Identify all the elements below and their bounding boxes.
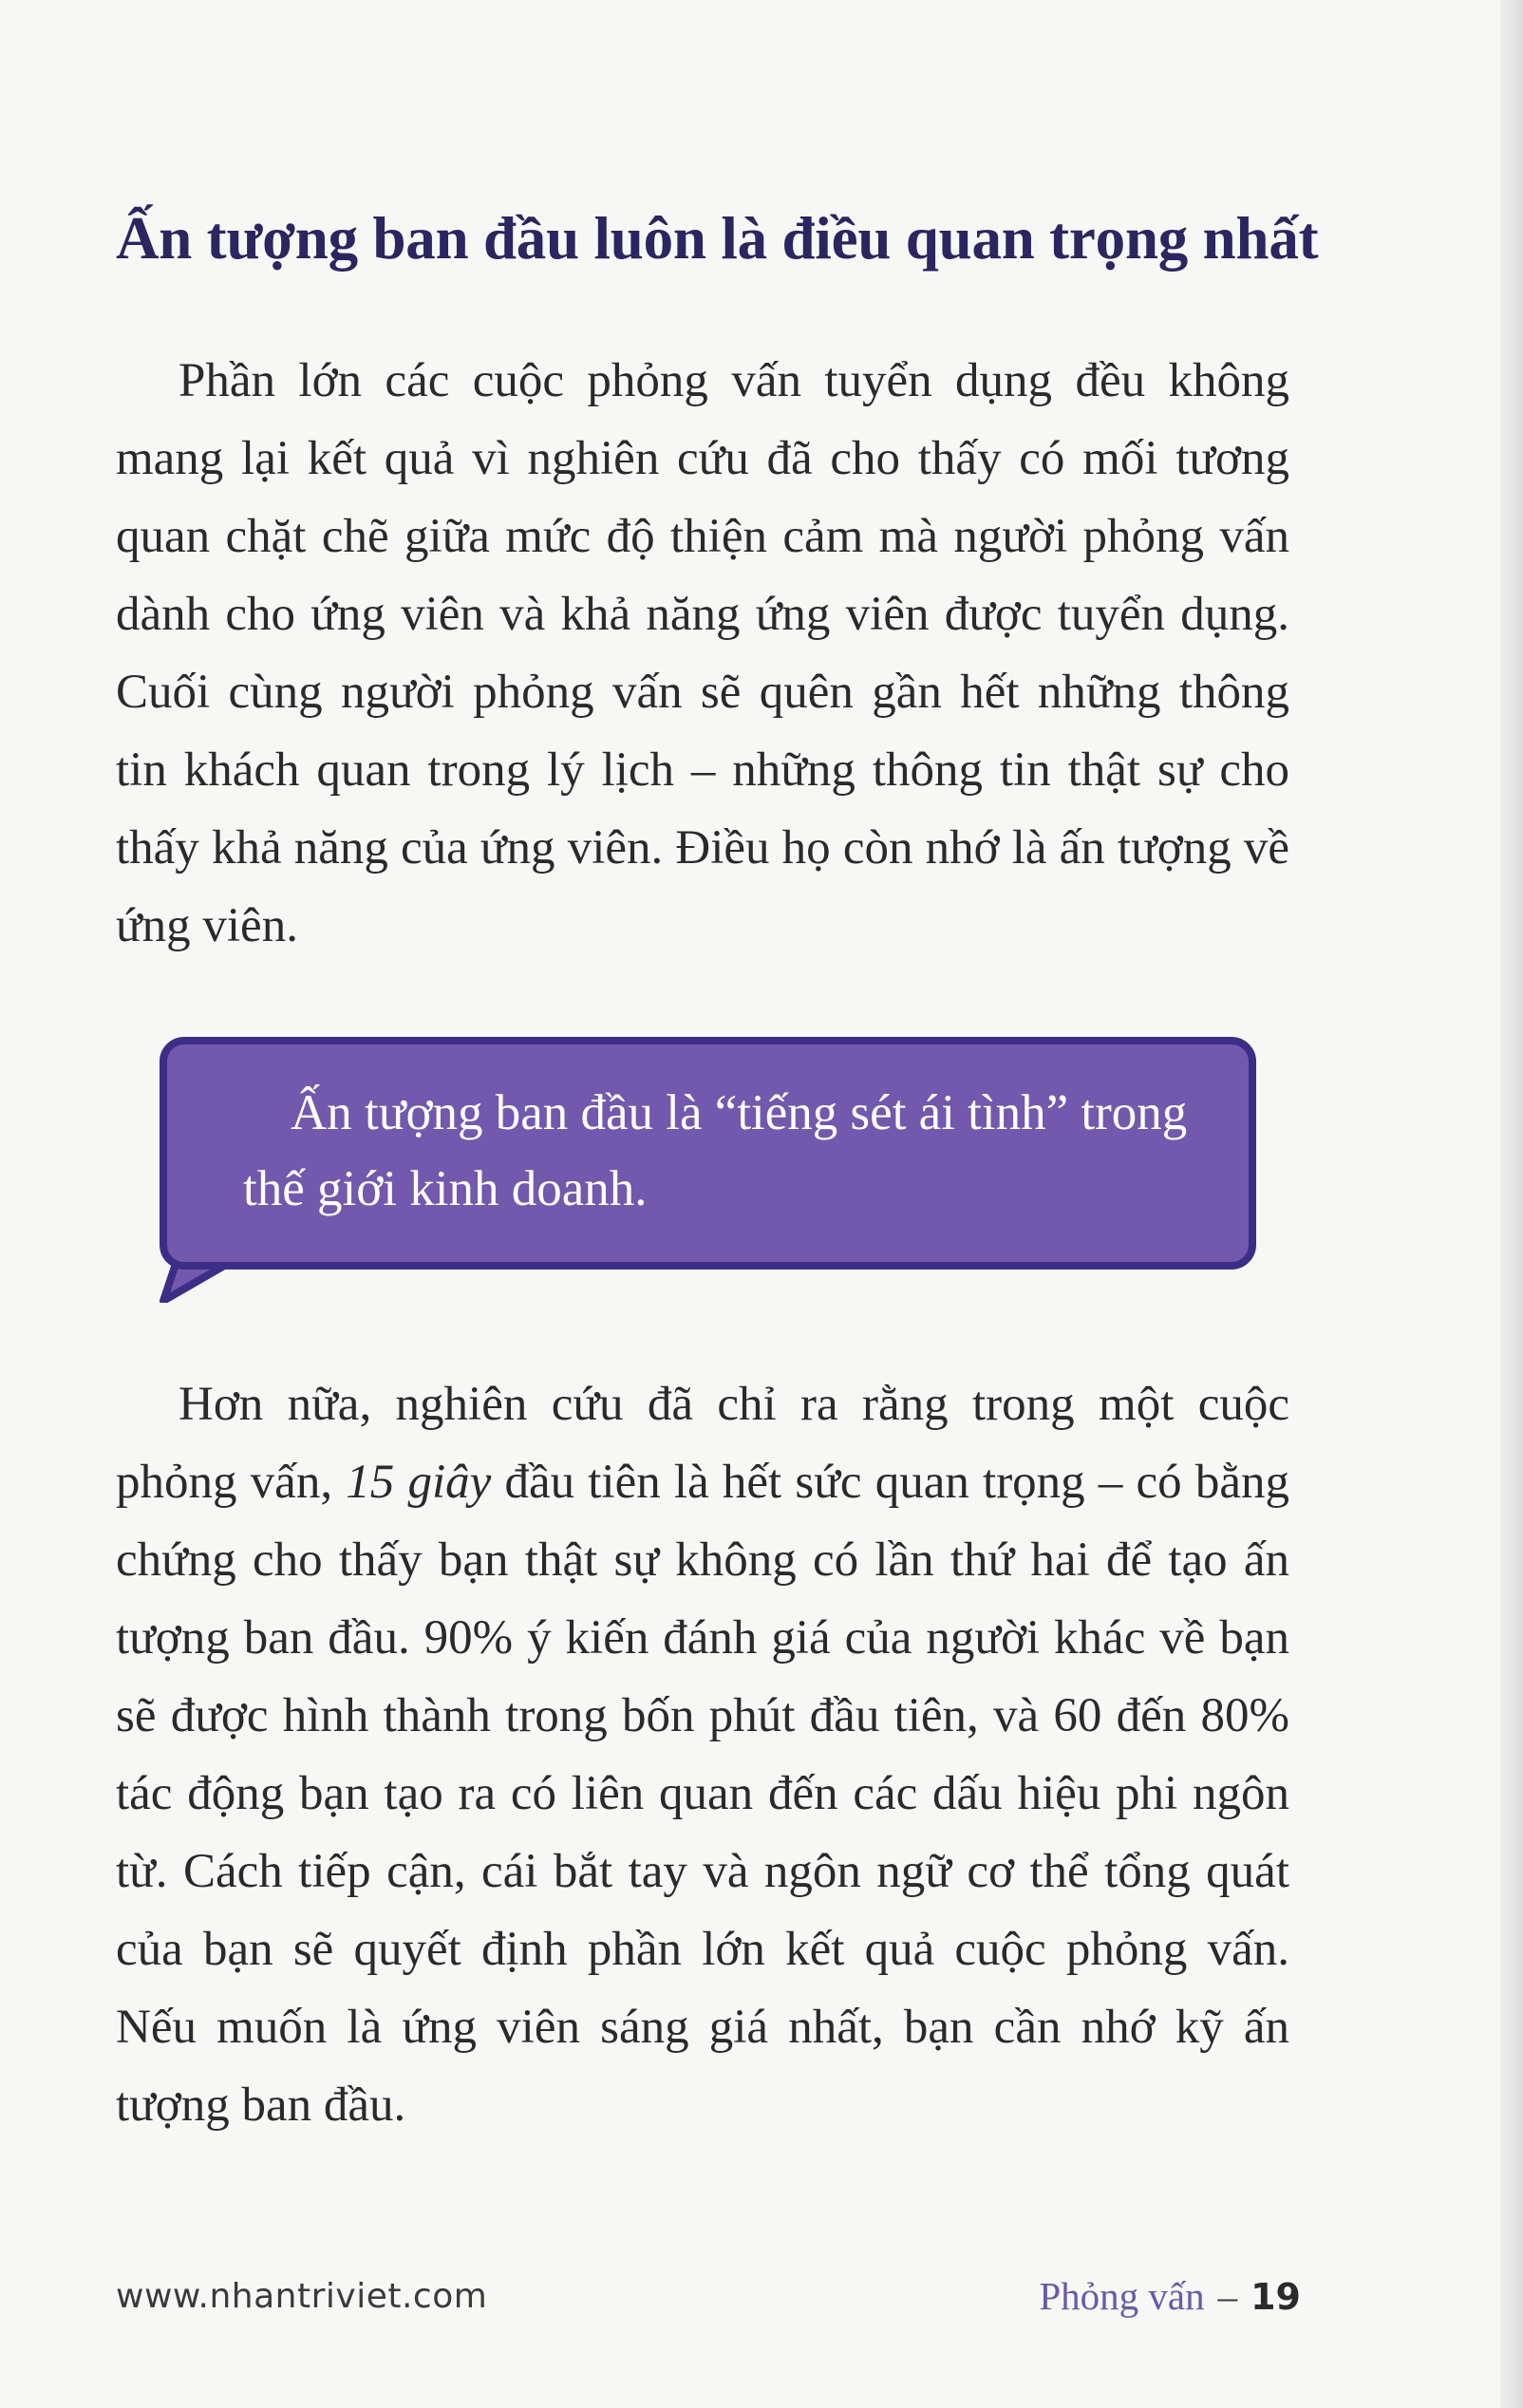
page-footer <box>116 2274 1301 2334</box>
paragraph-1-text: Phần lớn các cuộc phỏng vấn tuyển dụng đều không mang lại kết quả vì nghiên cứu đã cho thấy có mối tương quan chặt chẽ giữa mức độ thiện cảm mà người phỏng vấn dành cho ứng viên và khả năng ứng viên được tuyển dụng. Cuối cùng người phỏng vấn sẽ quên gần hết những thông tin khách quan trong lý lịch – những thông tin thật sự cho thấy khả năng của ứng viên. Điều họ còn nhớ là ấn tượng về ứng viên. <box>116 354 1289 952</box>
callout-bubble <box>160 1037 1256 1303</box>
footer-separator: – <box>1217 2274 1238 2318</box>
paragraph-2-text-start: Hơn nữa, nghiên cứu đã chỉ ra rằng trong một cuộc phỏng vấn, <box>116 1378 1289 1509</box>
page-number: 19 <box>1250 2276 1301 2318</box>
section-heading: Ấn tượng ban đầu luôn là điều quan trọng nhất <box>116 205 1319 272</box>
footer-page-info <box>1039 2273 1301 2319</box>
paragraph-2-emphasis: 15 giây <box>346 1456 492 1509</box>
page-edge <box>1500 0 1523 2408</box>
body-paragraph-2 <box>116 1365 1289 2144</box>
callout-text <box>243 1075 1231 1227</box>
paragraph-2-text-end: đầu tiên là hết sức quan trọng – có bằng chứng cho thấy bạn thật sự không có lần thứ hai để tạo ấn tượng ban đầu. 90% ý kiến đánh giá của người khác về bạn sẽ được hình thành trong bốn phút đầu tiên, và 60 đến 80% tác động bạn tạo ra có liên quan đến các dấu hiệu phi ngôn từ. Cách tiếp cận, cái bắt tay và ngôn ngữ cơ thể tổng quát của bạn sẽ quyết định phần lớn kết quả cuộc phỏng vấn. Nếu muốn là ứng viên sáng giá nhất, bạn cần nhớ kỹ ấn tượng ban đầu. <box>116 1456 1290 2132</box>
callout-quote: Ấn tượng ban đầu là “tiếng sét ái tình” trong thế giới kinh doanh. <box>243 1085 1188 1216</box>
body-paragraph-1 <box>116 342 1289 965</box>
footer-section-title: Phỏng vấn <box>1039 2274 1205 2318</box>
footer-website-link[interactable]: www.nhantriviet.com <box>116 2277 488 2316</box>
